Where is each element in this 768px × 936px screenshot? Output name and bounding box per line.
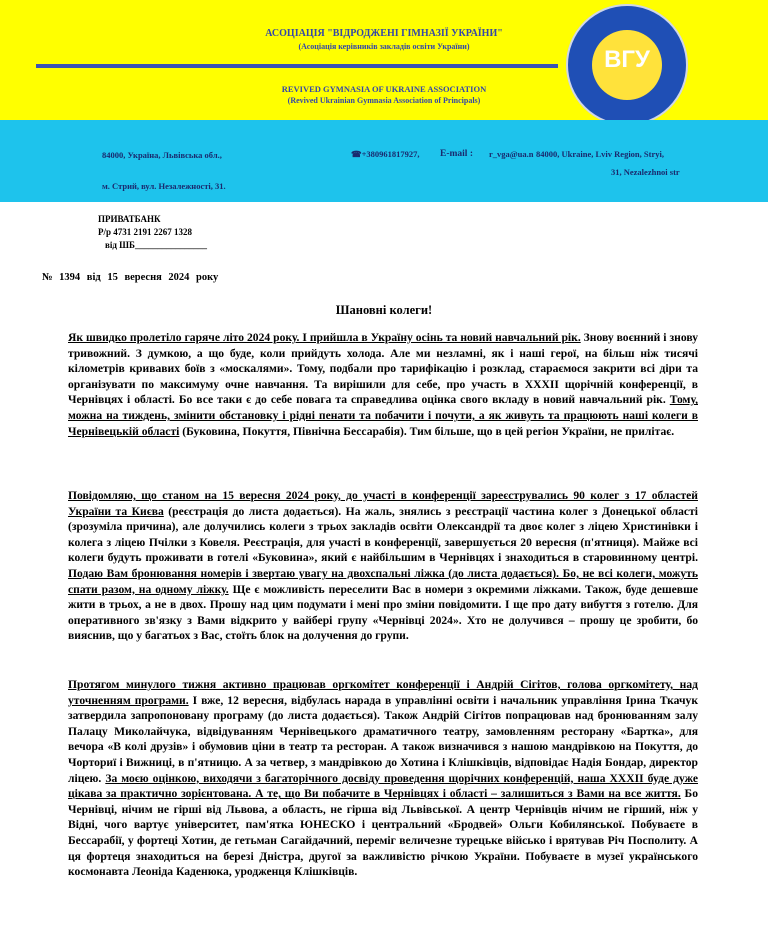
paragraph-2 bbox=[68, 488, 698, 644]
paragraph-3 bbox=[68, 677, 698, 880]
underlined-text-run: Повідомляю, що станом на 15 вересня 2024 року, до участі в конференції зареєструвались 90 колег з 17 областей України та Києва bbox=[68, 489, 698, 518]
association-name-en: REVIVED GYMNASIA OF UKRAINE ASSOCIATION bbox=[281, 84, 487, 94]
paragraph-1 bbox=[68, 330, 698, 439]
association-subtitle-ua: (Асоціація керівників закладів освіти України) bbox=[298, 42, 470, 51]
underlined-text-run: Протягом минулого тижня активно працював оргкомітет конференції і Андрій Сігітов, голова оргкомітету, над уточненням програми. bbox=[68, 678, 698, 707]
bank-name: ПРИВАТБАНК bbox=[98, 214, 161, 224]
text-run: (Буковина, Покуття, Північна Бессарабія). Тим більше, що в цей регіон України, не прилітає. bbox=[179, 424, 675, 438]
bank-branch: від ШБ________________ bbox=[105, 240, 207, 250]
association-name-ua: АСОЦІАЦІЯ "ВІДРОДЖЕНІ ГІМНАЗІЇ УКРАЇНИ" bbox=[265, 28, 503, 39]
email-value[interactable]: r_vga@ua.n bbox=[489, 149, 534, 159]
text-run: (реєстрація до листа додається). На жаль, знялись з реєстрації частина колег з Донецької області (зрозуміла причина), але долучились колеги з трьох закладів освіти Олександрії та двоє колег з ліцею Христинівки і колега з ліцею Пчілки з Ковеля. Реєстрація, для участі в конференції, завершується 20 вересня (п'ятниця). Майже всі колеги будуть проживати в готелі «Буковина», який є найбільшим в Чернівцях і знаходиться в старовинному центрі. bbox=[68, 504, 698, 565]
underlined-text-run: За моєю оцінкою, виходячи з багаторічного досвіду проведення щорічних конференцій, наша XXXII буде дуже цікава за практично зорієнтована. А те, що Ви побачите в Чернівцях і області – залишиться з Вами на все життя. bbox=[68, 771, 698, 801]
address-en-line2: 31, Nezalezhnoi str bbox=[611, 167, 680, 177]
underlined-text-run: Подаю Вам бронювання номерів і звертаю увагу на двохспальні ліжка (до листа додається). Бо, не всі колеги, можуть спати разом, на одному ліжку. bbox=[68, 566, 698, 596]
document-number: № 1394 від 15 вересня 2024 року bbox=[42, 272, 219, 283]
phone-number: ☎+380961817927, bbox=[351, 149, 420, 159]
header-divider bbox=[36, 64, 558, 68]
text-run: І вже, 12 вересня, відбулась нарада в управлінні освіти і начальник управління Ірина Ткачук затвердила запропоновану програму (до листа додається). Також Андрій Сігітов попрацював над бронюванням залу Палацу Миколайчука, відвідуванням Чернівецького драматичного театру, замовленням ресторану «Бартка», для вечора «В колі друзів» і обумовив ціни в театр та ресторан. А також визначився з нашою мандрівкою на Покуття, до Чорториї і Вижниці, в п'ятницю. А за четвер, з мандрівкою до Хотина і Клішківців, відповідає Надія Бондар, директор ліцею. bbox=[68, 693, 698, 785]
logo-text: ВГУ bbox=[604, 46, 650, 73]
address-en-line1: 84000, Ukraine, Lviv Region, Stryi, bbox=[536, 149, 664, 159]
address-ua-line1: 84000, Україна, Львівська обл., bbox=[102, 150, 222, 160]
email-label: E-mail : bbox=[440, 149, 473, 159]
association-logo bbox=[566, 4, 688, 126]
underlined-text-run: Тому, можна на тиждень, змінити обстановку і рідні пенати та побачити і почути, а як живуть та працюють наші колеги в Чернівецькій області bbox=[68, 393, 698, 438]
text-run: Ще є можливість переселити Вас в номери з окремими ліжками. Також, буде дешевше жити в трьох, а не в двох. Прошу над цим подумати і мені про зміни повідомити. І ще про дату вибуття з готелю. Для оперативного зв'язку з Вами відкрито у вайбері групу «Чернівці 2024». Хто не долучився – прошу це зробити, бо вияснив, що у багатьох з Вас, стоїть блок на долучення до групи. bbox=[68, 582, 699, 643]
greeting: Шановні колеги! bbox=[335, 303, 433, 317]
association-subtitle-en: (Revived Ukrainian Gymnasia Association of Principals) bbox=[287, 96, 481, 105]
text-run: Знову воєнний і знову тривожний. З думкою, а що буде, коли прийдуть холода. Але ми незламні, як і наші герої, на більш ніж тисячі кілометрів кривавих боїв з «москалями». Тому, подбали про тарифікацію і розклад, стараємося закрити всі діри та організувати по максимуму очне навчання. Та вирішили для себе, про участь в XXXII щорічній конференції, в Чернівцях і області. Бо все таки є до себе повага та справедлива оцінка свого вкладу в новий навчальний рік. bbox=[68, 331, 698, 407]
bank-account: Р/р 4731 2191 2267 1328 bbox=[98, 227, 193, 237]
text-run: Бо Чернівці, нічим не гірші від Львова, а область, не гірша від Львівської. А центр Чернівців нічим не гірший, ніж у Відні, чого вартує університет, пам'ятка ЮНЕСКО і центральний «Бродвей» Ольги Кобилянської. Побуваєте в Бессарабії, у фортеці Хотин, де гетьман Сагайдачний, переміг величезне турецьке військо і врятував Річ Посполиту. А ця фортеця знаходиться на березі Дністра, другої за важливістю річкою України. Побуваєте в музеї українського космонавта Леоніда Каденюка, уродженця Клішківців. bbox=[68, 787, 698, 879]
underlined-text-run: Як швидко пролетіло гаряче літо 2024 року. І прийшла в Україну осінь та новий навчальний рік. bbox=[68, 331, 581, 344]
address-ua-line2: м. Стрий, вул. Незалежності, 31. bbox=[102, 181, 226, 191]
